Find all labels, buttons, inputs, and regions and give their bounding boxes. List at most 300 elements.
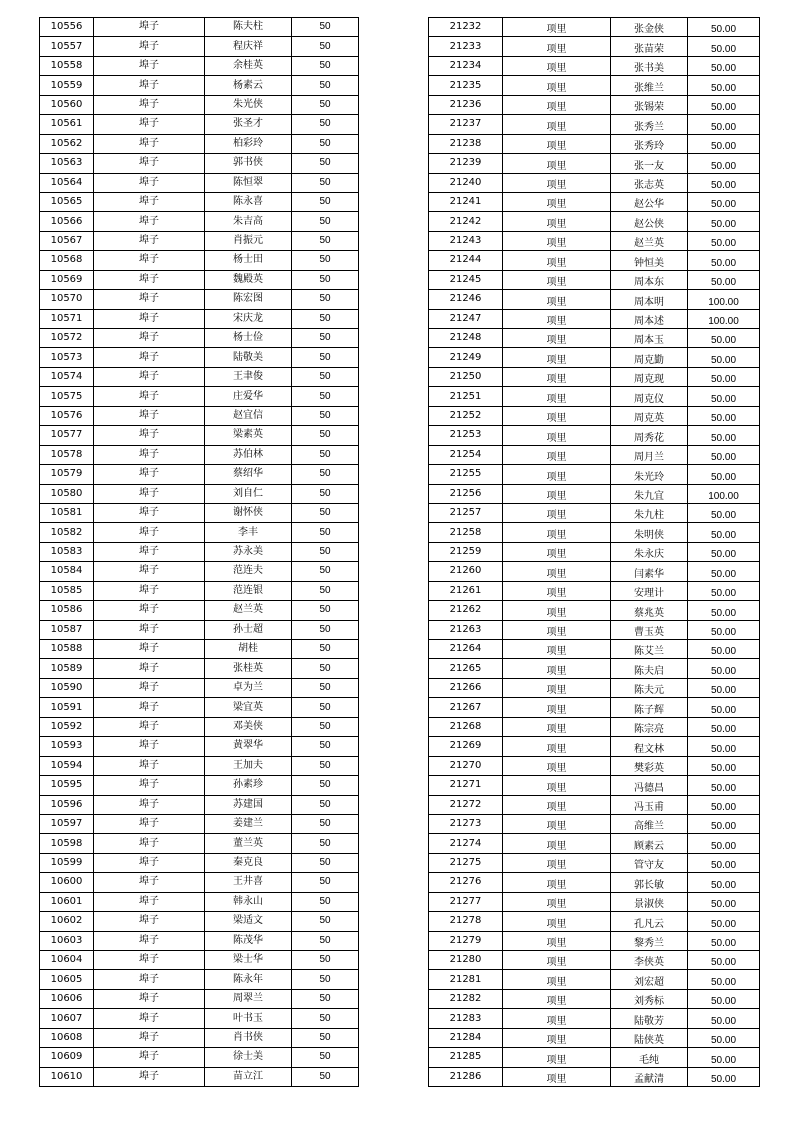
table-row xyxy=(429,814,760,833)
person-name-cell: 陈夫启 xyxy=(611,659,688,678)
record-number-cell: 21250 xyxy=(429,367,503,386)
record-number-cell: 10562 xyxy=(40,134,94,153)
village-cell: 埠子 xyxy=(94,37,205,56)
village-cell: 埠子 xyxy=(94,134,205,153)
amount-cell: 50.00 xyxy=(688,717,760,736)
record-number-cell: 10594 xyxy=(40,756,94,775)
table-row xyxy=(429,795,760,814)
amount-cell: 50.00 xyxy=(688,698,760,717)
amount-cell: 50 xyxy=(292,231,359,250)
amount-cell: 50 xyxy=(292,406,359,425)
amount-cell: 50.00 xyxy=(688,367,760,386)
village-cell: 项里 xyxy=(503,1009,611,1028)
table-row xyxy=(429,329,760,348)
village-cell: 项里 xyxy=(503,251,611,270)
village-cell: 埠子 xyxy=(94,581,205,600)
person-name-cell: 张锡荣 xyxy=(611,95,688,114)
left-roster-table xyxy=(39,17,359,1087)
record-number-cell: 10608 xyxy=(40,1028,94,1047)
village-cell: 埠子 xyxy=(94,503,205,522)
table-row xyxy=(40,620,359,639)
record-number-cell: 21269 xyxy=(429,737,503,756)
table-row xyxy=(40,445,359,464)
person-name-cell: 梁宜英 xyxy=(205,698,292,717)
table-row xyxy=(40,212,359,231)
village-cell: 埠子 xyxy=(94,659,205,678)
record-number-cell: 21256 xyxy=(429,484,503,503)
person-name-cell: 陈永喜 xyxy=(205,192,292,211)
person-name-cell: 杨士田 xyxy=(205,251,292,270)
village-cell: 埠子 xyxy=(94,912,205,931)
person-name-cell: 陆敬美 xyxy=(205,348,292,367)
person-name-cell: 周克现 xyxy=(611,367,688,386)
amount-cell: 50.00 xyxy=(688,562,760,581)
record-number-cell: 21241 xyxy=(429,192,503,211)
record-number-cell: 21244 xyxy=(429,251,503,270)
table-row xyxy=(429,1048,760,1067)
amount-cell: 50.00 xyxy=(688,601,760,620)
record-number-cell: 10589 xyxy=(40,659,94,678)
table-row xyxy=(429,309,760,328)
village-cell: 项里 xyxy=(503,290,611,309)
amount-cell: 50 xyxy=(292,523,359,542)
record-number-cell: 10593 xyxy=(40,737,94,756)
village-cell: 埠子 xyxy=(94,795,205,814)
amount-cell: 50 xyxy=(292,542,359,561)
person-name-cell: 毛纯 xyxy=(611,1048,688,1067)
record-number-cell: 10575 xyxy=(40,387,94,406)
village-cell: 埠子 xyxy=(94,562,205,581)
village-cell: 埠子 xyxy=(94,56,205,75)
table-row xyxy=(429,387,760,406)
person-name-cell: 陈茂华 xyxy=(205,931,292,950)
table-row xyxy=(429,251,760,270)
person-name-cell: 刘自仁 xyxy=(205,484,292,503)
table-row xyxy=(40,892,359,911)
right-roster-table xyxy=(428,17,760,1087)
amount-cell: 50.00 xyxy=(688,873,760,892)
person-name-cell: 范连银 xyxy=(205,581,292,600)
table-row xyxy=(40,154,359,173)
village-cell: 埠子 xyxy=(94,251,205,270)
record-number-cell: 21273 xyxy=(429,814,503,833)
record-number-cell: 21240 xyxy=(429,173,503,192)
record-number-cell: 21274 xyxy=(429,834,503,853)
record-number-cell: 21277 xyxy=(429,892,503,911)
record-number-cell: 21238 xyxy=(429,134,503,153)
village-cell: 项里 xyxy=(503,426,611,445)
record-number-cell: 21279 xyxy=(429,931,503,950)
amount-cell: 50.00 xyxy=(688,737,760,756)
person-name-cell: 陈夫柱 xyxy=(205,18,292,37)
record-number-cell: 10580 xyxy=(40,484,94,503)
table-row xyxy=(40,776,359,795)
person-name-cell: 蔡兆英 xyxy=(611,601,688,620)
person-name-cell: 徐士美 xyxy=(205,1048,292,1067)
village-cell: 埠子 xyxy=(94,717,205,736)
record-number-cell: 10571 xyxy=(40,309,94,328)
amount-cell: 50.00 xyxy=(688,231,760,250)
table-row xyxy=(40,698,359,717)
person-name-cell: 黎秀兰 xyxy=(611,931,688,950)
record-number-cell: 10587 xyxy=(40,620,94,639)
person-name-cell: 周翠兰 xyxy=(205,989,292,1008)
table-row xyxy=(429,231,760,250)
table-row xyxy=(40,834,359,853)
village-cell: 埠子 xyxy=(94,1028,205,1047)
table-row xyxy=(429,1067,760,1086)
village-cell: 项里 xyxy=(503,756,611,775)
table-row xyxy=(429,56,760,75)
table-row xyxy=(429,853,760,872)
person-name-cell: 冯德昌 xyxy=(611,776,688,795)
table-row xyxy=(429,406,760,425)
record-number-cell: 21267 xyxy=(429,698,503,717)
table-row xyxy=(40,465,359,484)
table-row xyxy=(40,348,359,367)
person-name-cell: 朱光侠 xyxy=(205,95,292,114)
table-row xyxy=(429,523,760,542)
amount-cell: 50.00 xyxy=(688,18,760,37)
table-row xyxy=(429,484,760,503)
amount-cell: 50 xyxy=(292,95,359,114)
record-number-cell: 10556 xyxy=(40,18,94,37)
table-row xyxy=(429,115,760,134)
person-name-cell: 孟献清 xyxy=(611,1067,688,1086)
table-row xyxy=(40,1067,359,1086)
amount-cell: 50.00 xyxy=(688,523,760,542)
record-number-cell: 21265 xyxy=(429,659,503,678)
record-number-cell: 10569 xyxy=(40,270,94,289)
amount-cell: 50 xyxy=(292,1028,359,1047)
record-number-cell: 21233 xyxy=(429,37,503,56)
table-row xyxy=(429,873,760,892)
record-number-cell: 21271 xyxy=(429,776,503,795)
table-row xyxy=(40,814,359,833)
table-row xyxy=(429,678,760,697)
village-cell: 项里 xyxy=(503,173,611,192)
village-cell: 埠子 xyxy=(94,873,205,892)
table-row xyxy=(40,192,359,211)
record-number-cell: 10607 xyxy=(40,1009,94,1028)
record-number-cell: 21251 xyxy=(429,387,503,406)
amount-cell: 50.00 xyxy=(688,814,760,833)
village-cell: 埠子 xyxy=(94,523,205,542)
village-cell: 项里 xyxy=(503,951,611,970)
village-cell: 埠子 xyxy=(94,678,205,697)
village-cell: 项里 xyxy=(503,270,611,289)
record-number-cell: 21268 xyxy=(429,717,503,736)
amount-cell: 50.00 xyxy=(688,329,760,348)
record-number-cell: 21236 xyxy=(429,95,503,114)
record-number-cell: 10566 xyxy=(40,212,94,231)
record-number-cell: 10561 xyxy=(40,115,94,134)
village-cell: 埠子 xyxy=(94,698,205,717)
record-number-cell: 21247 xyxy=(429,309,503,328)
amount-cell: 50.00 xyxy=(688,503,760,522)
amount-cell: 50 xyxy=(292,620,359,639)
village-cell: 项里 xyxy=(503,659,611,678)
record-number-cell: 10591 xyxy=(40,698,94,717)
person-name-cell: 卓为兰 xyxy=(205,678,292,697)
village-cell: 项里 xyxy=(503,795,611,814)
amount-cell: 50 xyxy=(292,892,359,911)
record-number-cell: 21259 xyxy=(429,542,503,561)
village-cell: 埠子 xyxy=(94,367,205,386)
record-number-cell: 21232 xyxy=(429,18,503,37)
record-number-cell: 21249 xyxy=(429,348,503,367)
amount-cell: 50.00 xyxy=(688,426,760,445)
village-cell: 项里 xyxy=(503,348,611,367)
person-name-cell: 胡桂 xyxy=(205,640,292,659)
person-name-cell: 周克英 xyxy=(611,406,688,425)
village-cell: 项里 xyxy=(503,562,611,581)
village-cell: 项里 xyxy=(503,329,611,348)
record-number-cell: 21286 xyxy=(429,1067,503,1086)
amount-cell: 50.00 xyxy=(688,154,760,173)
person-name-cell: 郭书侠 xyxy=(205,154,292,173)
person-name-cell: 赵公侠 xyxy=(611,212,688,231)
table-row xyxy=(429,76,760,95)
amount-cell: 50 xyxy=(292,270,359,289)
table-row xyxy=(429,640,760,659)
amount-cell: 50 xyxy=(292,387,359,406)
village-cell: 项里 xyxy=(503,931,611,950)
table-row xyxy=(40,251,359,270)
person-name-cell: 张金侠 xyxy=(611,18,688,37)
table-row xyxy=(429,18,760,37)
amount-cell: 100.00 xyxy=(688,290,760,309)
person-name-cell: 张书美 xyxy=(611,56,688,75)
village-cell: 埠子 xyxy=(94,95,205,114)
record-number-cell: 10564 xyxy=(40,173,94,192)
amount-cell: 50 xyxy=(292,115,359,134)
table-row xyxy=(429,659,760,678)
person-name-cell: 张桂英 xyxy=(205,659,292,678)
village-cell: 埠子 xyxy=(94,329,205,348)
person-name-cell: 蔡绍华 xyxy=(205,465,292,484)
amount-cell: 50 xyxy=(292,503,359,522)
village-cell: 项里 xyxy=(503,853,611,872)
amount-cell: 50.00 xyxy=(688,387,760,406)
village-cell: 埠子 xyxy=(94,853,205,872)
record-number-cell: 21280 xyxy=(429,951,503,970)
village-cell: 项里 xyxy=(503,814,611,833)
person-name-cell: 朱明侠 xyxy=(611,523,688,542)
amount-cell: 50 xyxy=(292,834,359,853)
village-cell: 项里 xyxy=(503,698,611,717)
amount-cell: 50.00 xyxy=(688,659,760,678)
amount-cell: 50 xyxy=(292,659,359,678)
person-name-cell: 陈宗亮 xyxy=(611,717,688,736)
person-name-cell: 赵兰英 xyxy=(205,601,292,620)
amount-cell: 50.00 xyxy=(688,76,760,95)
person-name-cell: 孙素珍 xyxy=(205,776,292,795)
village-cell: 埠子 xyxy=(94,1009,205,1028)
amount-cell: 50 xyxy=(292,912,359,931)
amount-cell: 50.00 xyxy=(688,912,760,931)
amount-cell: 50.00 xyxy=(688,465,760,484)
table-row xyxy=(40,581,359,600)
person-name-cell: 樊彩英 xyxy=(611,756,688,775)
table-row xyxy=(429,562,760,581)
person-name-cell: 张一友 xyxy=(611,154,688,173)
amount-cell: 50 xyxy=(292,698,359,717)
record-number-cell: 10602 xyxy=(40,912,94,931)
amount-cell: 50.00 xyxy=(688,173,760,192)
person-name-cell: 曹玉英 xyxy=(611,620,688,639)
person-name-cell: 韩永山 xyxy=(205,892,292,911)
person-name-cell: 张苗荣 xyxy=(611,37,688,56)
village-cell: 项里 xyxy=(503,95,611,114)
person-name-cell: 闫素华 xyxy=(611,562,688,581)
record-number-cell: 10592 xyxy=(40,717,94,736)
village-cell: 埠子 xyxy=(94,192,205,211)
person-name-cell: 宋庆龙 xyxy=(205,309,292,328)
amount-cell: 50.00 xyxy=(688,134,760,153)
amount-cell: 50 xyxy=(292,776,359,795)
table-row xyxy=(40,309,359,328)
record-number-cell: 10610 xyxy=(40,1067,94,1086)
table-row xyxy=(40,737,359,756)
person-name-cell: 孙士超 xyxy=(205,620,292,639)
village-cell: 项里 xyxy=(503,601,611,620)
table-row xyxy=(40,503,359,522)
table-row xyxy=(40,115,359,134)
person-name-cell: 梁适文 xyxy=(205,912,292,931)
village-cell: 项里 xyxy=(503,717,611,736)
village-cell: 项里 xyxy=(503,465,611,484)
person-name-cell: 周本玉 xyxy=(611,329,688,348)
amount-cell: 50.00 xyxy=(688,1048,760,1067)
record-number-cell: 21272 xyxy=(429,795,503,814)
record-number-cell: 21276 xyxy=(429,873,503,892)
village-cell: 埠子 xyxy=(94,348,205,367)
person-name-cell: 张圣才 xyxy=(205,115,292,134)
amount-cell: 50.00 xyxy=(688,56,760,75)
amount-cell: 50 xyxy=(292,989,359,1008)
table-row xyxy=(40,795,359,814)
amount-cell: 50 xyxy=(292,426,359,445)
table-row xyxy=(40,970,359,989)
village-cell: 项里 xyxy=(503,678,611,697)
record-number-cell: 21239 xyxy=(429,154,503,173)
table-row xyxy=(429,270,760,289)
amount-cell: 50 xyxy=(292,56,359,75)
village-cell: 埠子 xyxy=(94,970,205,989)
amount-cell: 50 xyxy=(292,931,359,950)
village-cell: 项里 xyxy=(503,912,611,931)
amount-cell: 100.00 xyxy=(688,484,760,503)
person-name-cell: 陈夫元 xyxy=(611,678,688,697)
person-name-cell: 安理计 xyxy=(611,581,688,600)
record-number-cell: 21235 xyxy=(429,76,503,95)
amount-cell: 50.00 xyxy=(688,406,760,425)
record-number-cell: 21284 xyxy=(429,1028,503,1047)
record-number-cell: 21262 xyxy=(429,601,503,620)
table-row xyxy=(429,503,760,522)
record-number-cell: 10609 xyxy=(40,1048,94,1067)
village-cell: 埠子 xyxy=(94,465,205,484)
village-cell: 项里 xyxy=(503,387,611,406)
village-cell: 埠子 xyxy=(94,989,205,1008)
table-row xyxy=(40,134,359,153)
village-cell: 埠子 xyxy=(94,1067,205,1086)
table-row xyxy=(40,37,359,56)
village-cell: 项里 xyxy=(503,445,611,464)
person-name-cell: 梁素英 xyxy=(205,426,292,445)
amount-cell: 50.00 xyxy=(688,1028,760,1047)
left-roster-body xyxy=(40,18,359,1087)
amount-cell: 50.00 xyxy=(688,445,760,464)
village-cell: 埠子 xyxy=(94,426,205,445)
table-row xyxy=(429,348,760,367)
record-number-cell: 10565 xyxy=(40,192,94,211)
village-cell: 项里 xyxy=(503,212,611,231)
table-row xyxy=(40,931,359,950)
person-name-cell: 余桂英 xyxy=(205,56,292,75)
person-name-cell: 赵公华 xyxy=(611,192,688,211)
village-cell: 埠子 xyxy=(94,484,205,503)
record-number-cell: 21282 xyxy=(429,989,503,1008)
amount-cell: 50.00 xyxy=(688,270,760,289)
table-row xyxy=(40,1009,359,1028)
record-number-cell: 10598 xyxy=(40,834,94,853)
table-row xyxy=(429,95,760,114)
amount-cell: 50.00 xyxy=(688,892,760,911)
person-name-cell: 庄爱华 xyxy=(205,387,292,406)
village-cell: 项里 xyxy=(503,776,611,795)
amount-cell: 50 xyxy=(292,309,359,328)
record-number-cell: 10579 xyxy=(40,465,94,484)
record-number-cell: 21237 xyxy=(429,115,503,134)
village-cell: 埠子 xyxy=(94,737,205,756)
amount-cell: 50 xyxy=(292,678,359,697)
table-row xyxy=(40,76,359,95)
record-number-cell: 10604 xyxy=(40,951,94,970)
amount-cell: 50 xyxy=(292,367,359,386)
record-number-cell: 10605 xyxy=(40,970,94,989)
village-cell: 埠子 xyxy=(94,115,205,134)
table-row xyxy=(40,601,359,620)
person-name-cell: 郭长敏 xyxy=(611,873,688,892)
village-cell: 埠子 xyxy=(94,76,205,95)
amount-cell: 50 xyxy=(292,717,359,736)
table-row xyxy=(40,912,359,931)
person-name-cell: 梁士华 xyxy=(205,951,292,970)
person-name-cell: 高维兰 xyxy=(611,814,688,833)
village-cell: 埠子 xyxy=(94,445,205,464)
amount-cell: 50.00 xyxy=(688,853,760,872)
record-number-cell: 21245 xyxy=(429,270,503,289)
village-cell: 项里 xyxy=(503,834,611,853)
village-cell: 项里 xyxy=(503,192,611,211)
village-cell: 项里 xyxy=(503,542,611,561)
person-name-cell: 范连夫 xyxy=(205,562,292,581)
record-number-cell: 21270 xyxy=(429,756,503,775)
table-row xyxy=(40,989,359,1008)
record-number-cell: 10573 xyxy=(40,348,94,367)
person-name-cell: 赵宜信 xyxy=(205,406,292,425)
person-name-cell: 刘宏超 xyxy=(611,970,688,989)
village-cell: 项里 xyxy=(503,154,611,173)
amount-cell: 50.00 xyxy=(688,348,760,367)
person-name-cell: 黄翠华 xyxy=(205,737,292,756)
table-row xyxy=(40,542,359,561)
record-number-cell: 10583 xyxy=(40,542,94,561)
village-cell: 项里 xyxy=(503,484,611,503)
table-row xyxy=(40,367,359,386)
